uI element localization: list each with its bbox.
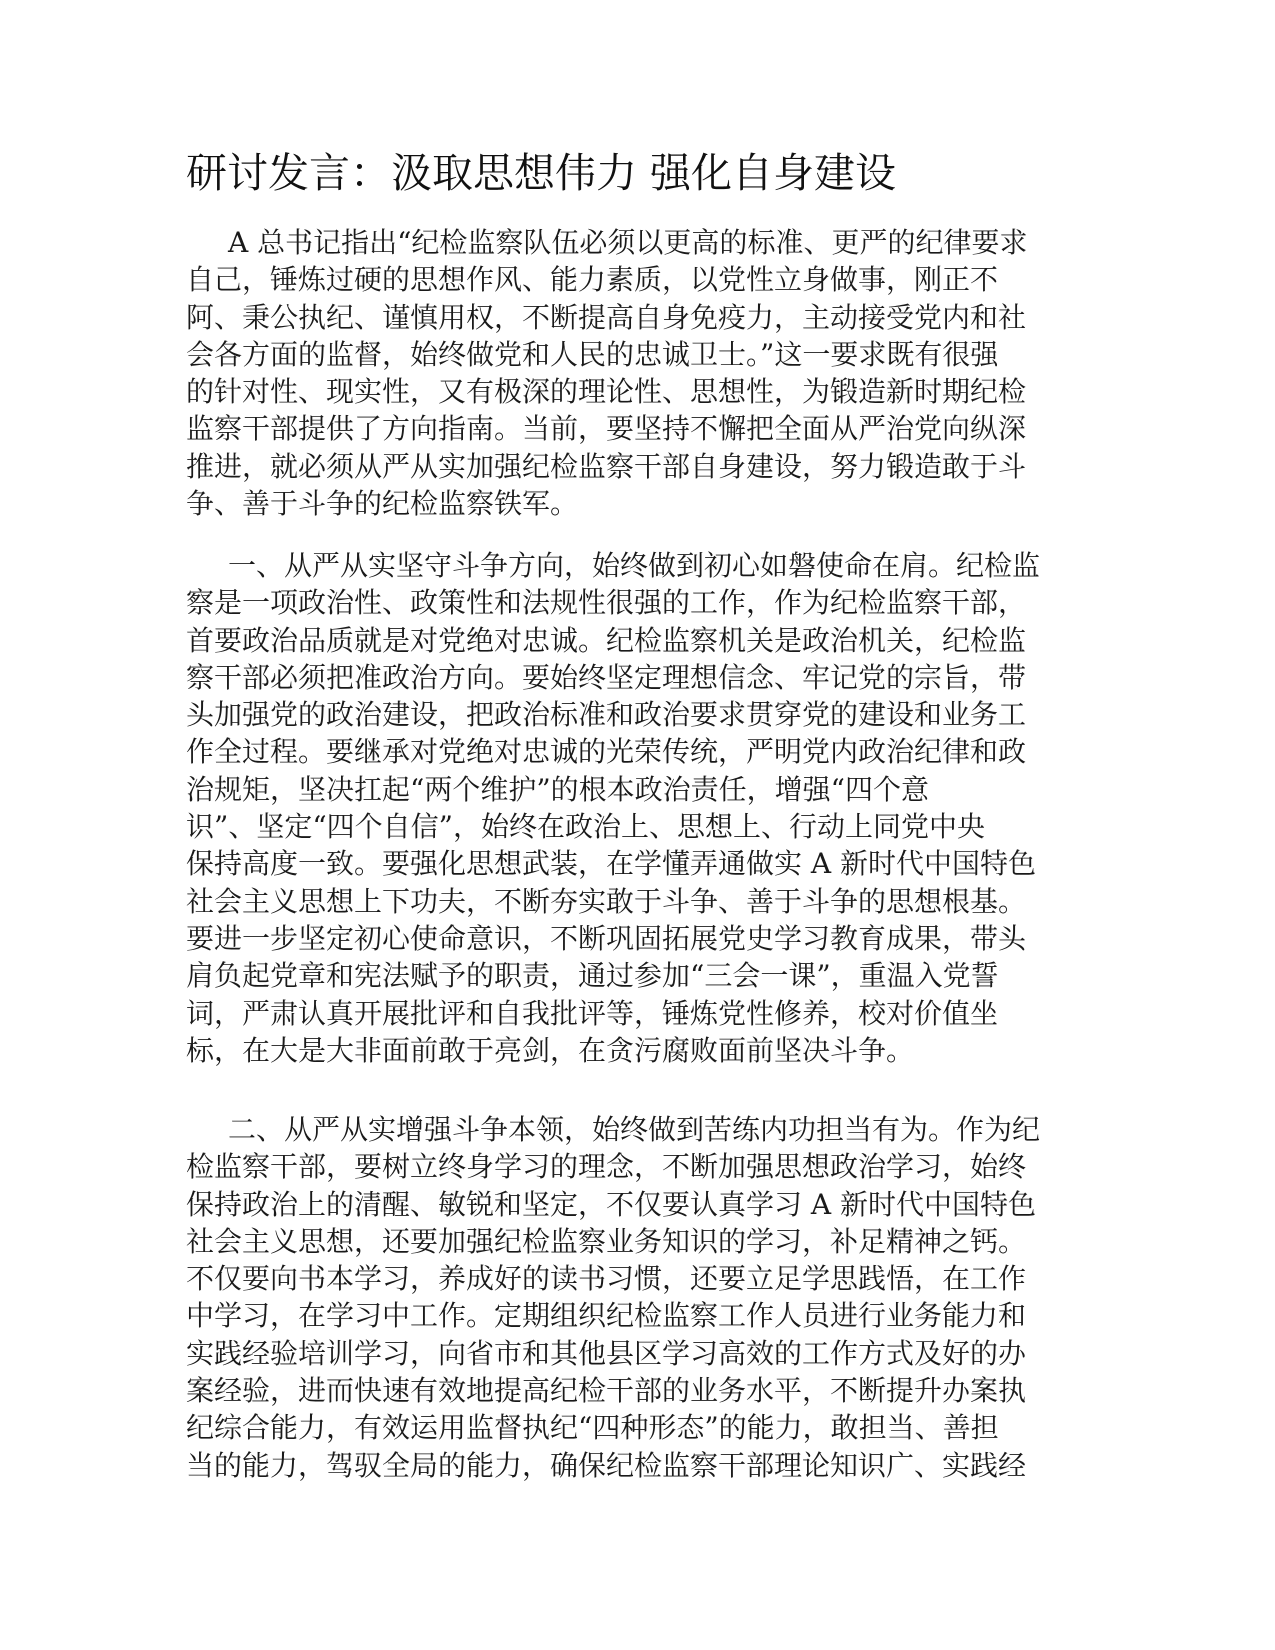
- paragraph-line: 自己，锤炼过硬的思想作风、能力素质，以党性立身做事，刚正不: [186, 263, 999, 297]
- paragraph-line: 实践经验培训学习，向省市和其他县区学习高效的工作方式及好的办: [186, 1336, 1027, 1370]
- paragraph-line: 案经验，进而快速有效地提高纪检干部的业务水平，不断提升办案执: [186, 1374, 1027, 1408]
- paragraph-line: 检监察干部，要树立终身学习的理念，不断加强思想政治学习，始终: [186, 1150, 1027, 1184]
- paragraph-line: 标，在大是大非面前敢于亮剑，在贪污腐败面前坚决斗争。: [186, 1033, 915, 1067]
- paragraph-line: 二、从严从实增强斗争本领，始终做到苦练内功担当有为。作为纪: [228, 1113, 1041, 1146]
- paragraph-line: 监察干部提供了方向指南。当前，要坚持不懈把全面从严治党向纵深: [186, 412, 1027, 446]
- paragraph-line: 保持政治上的清醒、敏锐和坚定，不仅要认真学习 A 新时代中国特色: [186, 1187, 1037, 1221]
- paragraph-line: 头加强党的政治建设，把政治标准和政治要求贯穿党的建设和业务工: [186, 698, 1027, 732]
- paragraph-intro: [186, 224, 1066, 522]
- paragraph-line: 不仅要向书本学习，养成好的读书习惯，还要立足学思践悟，在工作: [186, 1262, 1027, 1296]
- paragraph-line: 察干部必须把准政治方向。要始终坚定理想信念、牢记党的宗旨，带: [186, 660, 1027, 694]
- paragraph-line: 会各方面的监督，始终做党和人民的忠诚卫士。”这一要求既有很强: [186, 337, 999, 371]
- paragraph-line: 争、善于斗争的纪检监察铁军。: [186, 487, 579, 521]
- paragraph-line: 首要政治品质就是对党绝对忠诚。纪检监察机关是政治机关，纪检监: [186, 623, 1027, 657]
- paragraph-line: 的针对性、现实性，又有极深的理论性、思想性，为锻造新时期纪检: [186, 375, 1027, 409]
- paragraph-line: 社会主义思想上下功夫，不断夯实敢于斗争、善于斗争的思想根基。: [186, 884, 1027, 918]
- paragraph-line: 察是一项政治性、政策性和法规性很强的工作，作为纪检监察干部，: [186, 586, 1027, 620]
- paragraph-line: 中学习，在学习中工作。定期组织纪检监察工作人员进行业务能力和: [186, 1299, 1027, 1333]
- paragraph-line: 社会主义思想，还要加强纪检监察业务知识的学习，补足精神之钙。: [186, 1224, 1027, 1258]
- paragraph-line: 要进一步坚定初心使命意识，不断巩固拓展党史学习教育成果，带头: [186, 921, 1027, 955]
- paragraph-line: 一、从严从实坚守斗争方向，始终做到初心如磐使命在肩。纪检监: [228, 549, 1041, 582]
- paragraph-section-two: [186, 1111, 1066, 1484]
- paragraph-line: 推进，就必须从严从实加强纪检监察干部自身建设，努力锻造敢于斗: [186, 449, 1027, 483]
- paragraph-line: 保持高度一致。要强化思想武装，在学懂弄通做实 A 新时代中国特色: [186, 847, 1037, 881]
- document-title: 研讨发言：汲取思想伟力 强化自身建设: [186, 149, 897, 197]
- paragraph-line: 治规矩，坚决扛起“两个维护”的根本政治责任，增强“四个意: [186, 772, 929, 806]
- paragraph-line: A 总书记指出“纪检监察队伍必须以更高的标准、更严的纪律要求: [228, 226, 1028, 259]
- paragraph-line: 纪综合能力，有效运用监督执纪“四种形态”的能力，敢担当、善担: [186, 1411, 999, 1445]
- paragraph-line: 肩负起党章和宪法赋予的职责，通过参加“三会一课”，重温入党誓: [186, 959, 999, 993]
- paragraph-line: 识”、坚定“四个自信”，始终在政治上、思想上、行动上同党中央: [186, 810, 985, 844]
- paragraph-line: 词，严肃认真开展批评和自我批评等，锤炼党性修养，校对价值坐: [186, 996, 999, 1030]
- paragraph-line: 阿、秉公执纪、谨慎用权，不断提高自身免疫力，主动接受党内和社: [186, 300, 1027, 334]
- paragraph-line: 作全过程。要继承对党绝对忠诚的光荣传统，严明党内政治纪律和政: [186, 735, 1027, 769]
- paragraph-section-one: [186, 547, 1066, 1069]
- paragraph-line: 当的能力，驾驭全局的能力，确保纪检监察干部理论知识广、实践经: [186, 1448, 1027, 1482]
